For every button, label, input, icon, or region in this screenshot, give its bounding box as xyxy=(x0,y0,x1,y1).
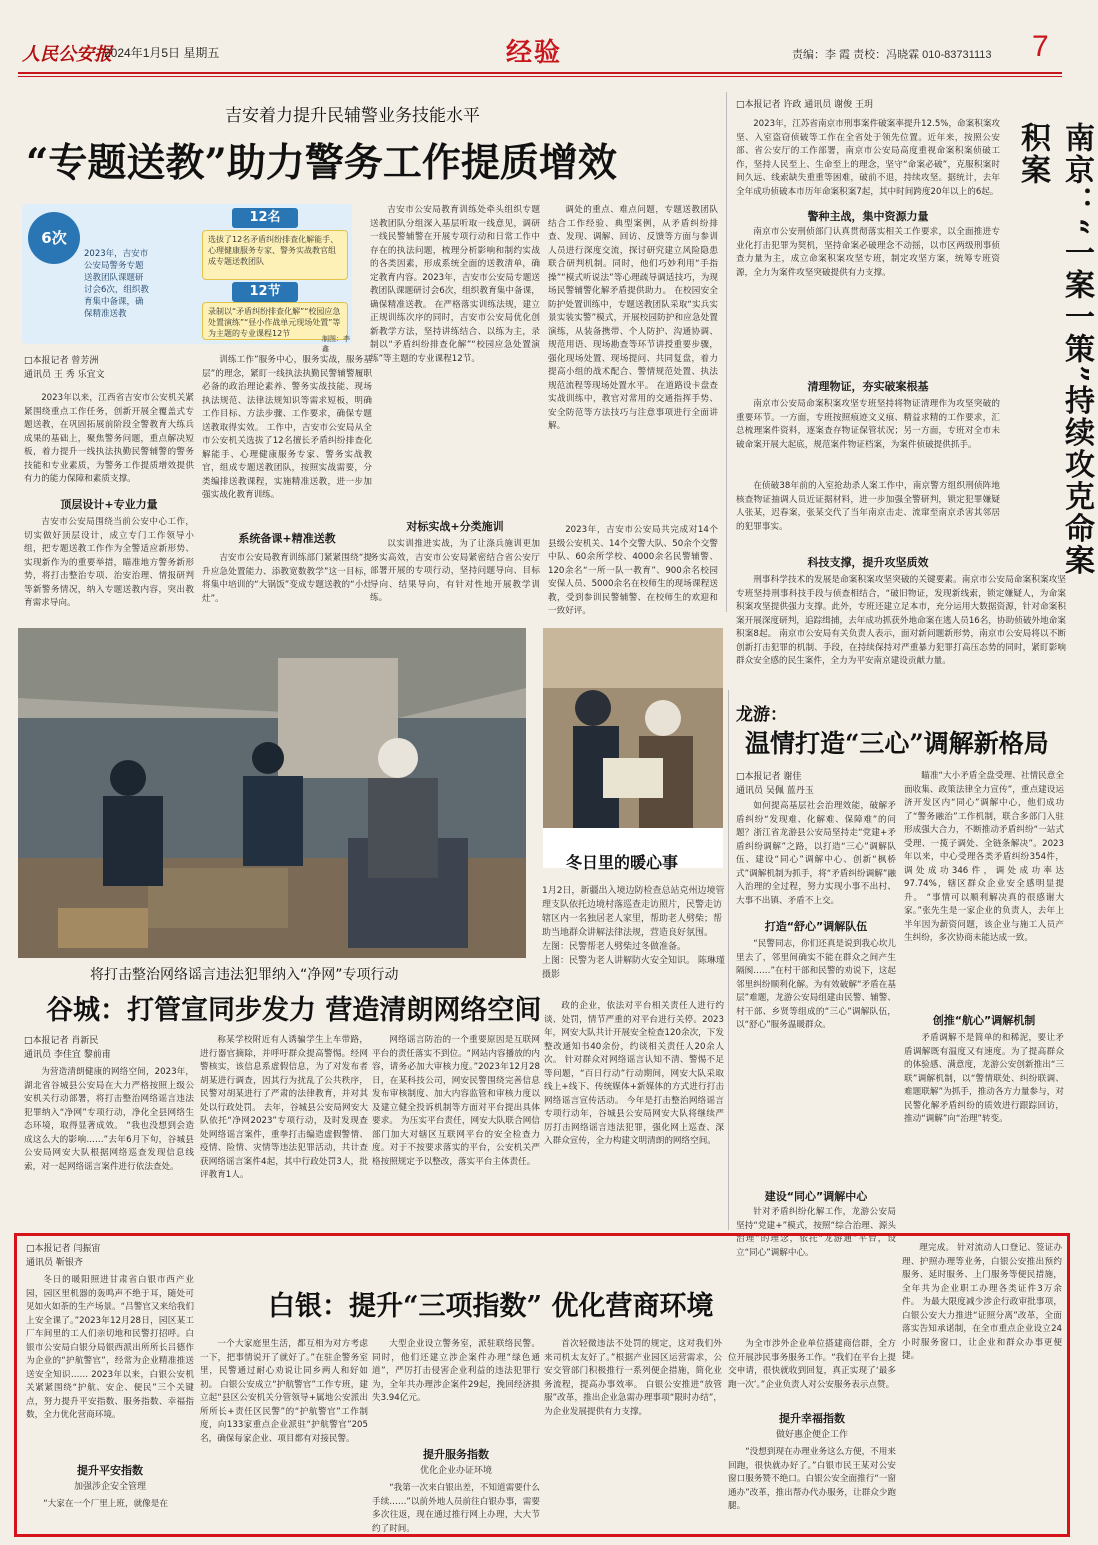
count-badge-12-people: 12名 xyxy=(232,208,298,228)
longyou-p2: “民警同志，你们还真是说到我心坎儿里去了，邻里间确实不能在群众之间产生隔阂……”在村干部和民警的劝说下，这起邻里纠纷顺利化解。为有效破解“矛盾在基层”难题，龙游公安局组建由民警、辅警、村干部、乡贤等组成的“三心”调解队伍，以“舒心”服务温暖群众。 xyxy=(736,939,896,1030)
gucheng-kicker: 将打击整治网络谣言违法犯罪纳入“净网”专项行动 xyxy=(90,967,399,983)
article1-col2b: 吉安市公安局教育训练部门紧紧围绕“提升应急处置能力、添教宽数教学”这一目标，将集中培训的“大锅饭”变成专题送教的“小灶灶”。 xyxy=(202,553,372,604)
baiyin-subhead-3-note: 做好惠企便企工作 xyxy=(775,1430,848,1440)
article1-col3: 吉安市公安局教育训练处牵头组织专题送教团队分组深入基层听取一线意见，调研一线民警辅警在开展专项行动和日常工作中存在的执法问题，梳理分析影响和制约实战的各类因素，形成系统全面的送教清单，确定教育内容。2023年，吉安市公安局专题送教团队课题研讨会6次，组织教育集中备课，确保精准送教。 在严格落实训练法规，建立正规训练次序的同时，吉安市公安局优化创新教学方法，坚持讲练结合、以练为主，录制以“矛盾纠纷排查化解”“校园应急处置演练”等主题的专业课程12节。 xyxy=(370,205,540,364)
infographic-summary: 2023年，吉安市公安局警务专题送教团队课题研讨会6次，组织教育集中备课，确保精准送教 xyxy=(84,249,149,319)
issue-date: 2024年1月5日 星期五 xyxy=(104,46,220,60)
article1-infographic xyxy=(22,204,352,353)
nanjing-p2: 南京市公安局命案积案攻坚专班坚持将物证清理作为攻坚突破的重要环节。一方面，专班按照痕迹文义痕、精益求精的工作要求，汇总梳理案件资料，逐案查存物证保管状况；另一方面，专班对全市未破命案开展大起底，规范案件物证档案，为案件侦破提供抓手。 xyxy=(736,399,1000,450)
gucheng-col3: 网络谣言防治的一个重要原因是互联网平台的责任落实不到位。“网站内容播放的内容，请务必加大审核力度。”2023年12月28日，在某科技公司，网安民警围绕完善信息发布审核制度、加大内容监管和审核力度以及建立健全投诉机制等方面对平台提出具体要求。 为压实平台责任，网安大队联合网信部门加大对辖区互联网平台的安全检查力度。对于不按要求落实的平台，公安机关严格按照规定予以整改，落实平台主体责任。 xyxy=(372,1035,540,1167)
baiyin-col1-end: “大家在一个厂里上班，就像是在 xyxy=(43,1499,168,1509)
article1-col2: 训练工作”服务中心，服务实战，服务基层”的理念，紧盯一线执法执勤民警辅警履职必备的政治理论素养、警务实战技能、现场执法规范、法律法规知识等需求短板，明确工作目标、方法步骤、工作要求，确保专题送教取得实效。 工作中，吉安市公安局从全市公安机关选拔了12名擅长矛盾纠纷排查化解能手、心理健康服务专家、警务实战教官，组成专题送教团队，按照实战需要，分类编排送教课程，实施精准送教，进一步加强实战化教育训练。 xyxy=(202,355,372,500)
column-divider xyxy=(726,92,727,612)
count-badge-12-courses: 12节 xyxy=(232,282,298,302)
article1-subhead-2: 系统备课+精准送教 xyxy=(238,532,336,545)
longyou-p1: 如何提高基层社会治理效能，破解矛盾纠纷“发现难、化解难、保障难”的问题？浙江省龙游县公安局坚持走“党建+矛盾纠纷调解”之路，以打造“三心”调解队伍、建设“同心”调解中心、创新“枫桥式”调解机制为抓手，将“矛盾纠纷调解”融入治理的全过程，努力实现小事不出村、大事不出镇、矛盾不上交。 xyxy=(736,801,896,906)
baiyin-col5: 为全市涉外企业单位搭建商信群，全方位开展涉民事务服务工作。“我们在平台上提交申请，很快就收到回复，真正实现了‘最多跑一次’。”企业负责人对公安服务表示点赞。 xyxy=(728,1339,896,1390)
photo-caption-title: 冬日里的暖心事 xyxy=(566,853,679,872)
photo-elderly-illustration xyxy=(543,628,723,828)
article1-col4: 调处的重点、难点问题，专题送教团队结合工作经验、典型案例，从矛盾纠纷排查、发现、调解、回访、反馈等方面与参训人员进行深度交流，探讨研究建立风险隐患联合研判机制。同时，他们巧妙利用“手指操”“模式听说法”等心理疏导调适技巧，为现场民警辅警化解矛盾提供助力。 在校园安全防护处置训练中，专题送教团队采取“实兵实景实装实警”模式，开展校园防护和应急处置演练，从装备携带、个人防护、沟通协调、规范用语、现场勘查等环节讲授重要步骤，强化现场处置、现场提问、共同复盘，着力提高小组的战术配合、警情规范处置、执法规范流程等现场处置水平。 在道路设卡盘查实战训练中，教官对常用的交通指挥手势、安全防范等方法技巧与注意事项进行全面讲解。 xyxy=(548,205,718,431)
baiyin-headline: 白银：提升“三项指数” 优化营商环境 xyxy=(268,1291,714,1322)
article1-subhead-1: 顶层设计+专业力量 xyxy=(60,498,158,511)
nanjing-subhead-2: 清理物证，夯实破案根基 xyxy=(807,380,929,393)
photo-caption-text: 1月2日，新疆出入境边防检查总站克州边境管理支队依托边境村落巡查走访照片，民警走访辖区内一名独居老人家里，帮助老人劈柴；帮助当地群众讲解法律法规，营造良好氛围。 左图：民警帮老人劈柴过冬做准备。 上图：民警为老人讲解防火安全知识。 陈琳瑾 摄影 xyxy=(542,886,725,980)
article1-headline: “专题送教”助力警务工作提质增效 xyxy=(26,140,617,186)
baiyin-subhead-1: 提升平安指数 xyxy=(77,1464,143,1477)
longyou-subhead-2: 建设“同心”调解中心 xyxy=(764,1190,868,1203)
gucheng-col1: 为营造清朗健康的网络空间，2023年，湖北省谷城县公安局在大力严格按照上级公安机关行动部署，将打击整治网络谣言违法犯罪纳入“净网”专项行动，净化全县网络生态环境，取得显著成效。 “我也没想到会造成这么大的影响……”去年6月下旬，谷城县公安局网安大队根据网络巡查发现信息线索，对一起网络谣言案件进行依法查处。 xyxy=(24,1067,194,1172)
nanjing-p3: 刑事科学技术的发展是命案积案攻坚突破的关键要素。南京市公安局命案积案攻坚专班坚持刑事科技手段与侦查相结合，“破旧物证，发现新线索，锁定嫌疑人，为命案积案攻坚提供强力支撑。此外，专班还建立足本市，充分运用大数据资源，针对命案积案开展深度研判，追踪缉捕，去年成功抓获外地命案在逃人员16名，协助侦破外地命案积案8起。 南京市公安局有关负责人表示，面对新问题新形势，南京市公安局将以不断创新打击犯罪的机制、手段，在持续保持对严重暴力犯罪打高压态势的同时，紧盯影响群众安全感的民生案件，全力为平安南京建设贡献力量。 xyxy=(736,575,1066,666)
gucheng-byline: □本报记者 肖新民 通讯员 李佳宜 黎前甫 xyxy=(24,1036,111,1060)
longyou-headline: 温情打造“三心”调解新格局 xyxy=(745,729,1049,758)
baiyin-subhead-1-note: 加强涉企安全管理 xyxy=(73,1482,146,1492)
article1-col1b: 吉安市公安局围绕当前公安中心工作，切实做好顶层设计，成立专门工作领导小组，把专题送教工作作为全警适应新形势、实现新作为的重要举措，瞄准地方警务新形势，将打击整治专项、治安治理、情报研判等新警务情况，纳入专题送教内容，突出教育需求导向。 xyxy=(24,517,194,608)
nanjing-vertical-title: 南京：“一案一策”持续攻克命案积案 xyxy=(1015,122,1094,577)
nanjing-p2b: 在侦破38年前的入室抢劫杀人案工作中，南京警方组织刑侦阵地核查物证抽调人员近证据材料，进一步加强全警研判，锁定犯罪嫌疑人张某，迟春案，张某交代了当年南京击走、流窜至南京杀害其邻居的犯罪事实。 xyxy=(736,481,1000,532)
photo-firewood xyxy=(18,628,526,958)
article1-byline: □本报记者 曾芳洲 通讯员 王 秀 乐宜文 xyxy=(24,356,105,380)
baiyin-col4: 首次轻微违法不处罚的规定，这对我们外来司机太友好了。”根据产业园区运营需求，公安交管部门积极推行一系列便企措施，简化业务流程，提高办事效率。 白银公安推进“放管服”改革，推出企业急需办理事项“限时办结”，为企业发展提供有力支撑。 xyxy=(544,1339,722,1417)
nanjing-p1: 南京市公安刑侦部门认真贯彻落实相关工作要求，以全面推进专业化打击犯罪为契机，坚持命案必破理念不动摇，以市区两级刑事侦查力量为主，成立命案积案攻坚专班，制定攻坚方案，统筹专班资源，全力为案件攻坚突破提供有力支撑。 xyxy=(736,227,1000,278)
masthead xyxy=(0,0,1080,86)
infographic-credit: 制图：李鑫 xyxy=(322,335,350,353)
baiyin-byline: □本报记者 闫振宙 通讯员 靳银齐 xyxy=(26,1244,101,1268)
longyou-subhead-3: 创推“航心”调解机制 xyxy=(932,1014,1036,1027)
nanjing-subhead-3: 科技支撑，提升攻坚质效 xyxy=(807,556,929,569)
baiyin-subhead-2: 提升服务指数 xyxy=(423,1448,489,1461)
baiyin-col1: 冬日的暖阳照进甘肃省白银市西产业园，园区里机器的轰鸣声不绝于耳，随处可见如火如荼的生产场景。“吕警官又来给我们上安全课了。”2023年12月28日，园区某工厂车间里的工人们亲切地和民警打招呼。白银市公安局白银分局银西派出所所长吕德作为企业的“护航警官”，经常为企业精准推送送安全知识…… 2023年以来，白银公安机关紧紧围绕“护航、安企、便民”三个关键点，努力提升平安指数、服务指数、幸福指数，全力优化营商环境。 xyxy=(26,1275,194,1420)
nanjing-subhead-1: 警种主战，集中资源力量 xyxy=(807,210,929,223)
baiyin-subhead-3: 提升幸福指数 xyxy=(779,1412,845,1425)
article1-col1: 2023年以来，江西省吉安市公安机关紧紧围绕重点工作任务，创新开展全覆盖式专题送教，在巩固拓展前阶段全警教育大练兵成果的基础上，聚焦警务问题，重点解决短板，着力提升一线执法执勤民警辅警的警务技能和专业素质，为警务工作提质增效提供有力的能力保障和素质支撑。 xyxy=(24,393,194,484)
photo-firewood-illustration xyxy=(18,628,526,958)
section-title: 经验 xyxy=(506,38,563,68)
baiyin-col5-end: “没想到现在办理业务这么方便，不用来回跑，很快就办好了。”白银市民王某对公安窗口服务赞不绝口。白银公安全面推行“一窗通办”改革，推出帮办代办服务，让群众少跑腿。 xyxy=(728,1447,896,1511)
infographic-card-team: 选拔了12名矛盾纠纷排查化解能手、心理健康服务专家、警务实战教官组成专题送教团队 xyxy=(202,230,348,280)
article1-col3b: 以实训推进实战，为了让涤兵施训更加务实高效，吉安市公安局紧密结合省公安厅部署开展的专项行动，坚持问题导向、目标导向、结果导向，有针对性地开展教学训练。 xyxy=(370,539,540,603)
infographic-card-courses: 录制以“矛盾纠纷排查化解”“校园应急处置演练”“昼小作战单元现场处置”等为主题的专业课程12节 xyxy=(202,302,348,340)
baiyin-col3-end: “我第一次来白银出差，不知道需要什么手续……”以前外地人员前往白银办事，需要多次往返，现在通过推行网上办理，大大节约了时间。 xyxy=(372,1483,540,1534)
page-number: 7 xyxy=(1032,30,1049,63)
editor-credits: 责编：李 霞 责校：冯晓霖 010-83731113 xyxy=(792,49,992,61)
gucheng-col4: 政的企业，依法对平台相关责任人进行约谈、处罚，情节严重的对平台进行关停。2023年，网安大队共计开展安全检查120余次，下发整改通知书40余份，约谈相关责任人20余人次。 针对群众对网络谣言认知不清、警惕不足等问题，“百日行动”行动期间，网安大队采取线上+线下、传统媒体+新媒体的方式进行打击网络谣言宣传活动。 今年是打击整治网络谣言专项行动年，谷城县公安局网安大队将继续严厉打击网络谣言违法犯罪，强化网上巡查、深入群众宣传，全力构建文明清朗的网络空间。 xyxy=(544,1001,724,1146)
baiyin-subhead-2-note: 优化企业办证环境 xyxy=(419,1466,492,1476)
baiyin-col3: 大型企业设立警务室，派驻联络民警。同时，他们还建立涉企案件办理“绿色通道”，严厉打击侵害企业利益的违法犯罪行为，全年共办理涉企案件29起，挽回经济损失3.94亿元。 xyxy=(372,1339,540,1403)
longyou-subhead-1: 打造“舒心”调解队伍 xyxy=(764,920,868,933)
nanjing-byline: □本报记者 许政 通讯员 谢俊 王玥 xyxy=(736,100,873,110)
nanjing-intro: 2023年，江苏省南京市刑事案件破案率提升12.5%，命案积案攻坚、入室盗窃侦破等工作在全省处于领先位置。近年来，按照公安部、省公安厅的工作部署，南京市公安局高度重视命案积案侦破工作，坚持人民至上、生命至上的理念，坚守“命案必破”，克服积案时间久远、线索缺失重重等困难，破前不退，持续攻坚。据统计，去年全年成功侦破本市历年命案积案7起，其中时间跨度20年以上的6起。 xyxy=(736,119,1001,197)
paper-name: 人民公安报 xyxy=(22,44,112,65)
gucheng-col2: 称某学校附近有人诱骗学生上车带路，进行器官摘除，并呼吁群众提高警惕。经网警核实，该信息系虚假信息，为了对发布者胡某进行调查，因其行为扰乱了公共秩序，民警对胡某进行了严肃的法律教育，并对其处以行政处罚。 去年，谷城县公安局网安大队依托“净网2023”专项行动，及时发现查处网络谣言案件，重拳打击编造虚假警情、疫情、险情、灾情等违法犯罪活动，共计查获网络谣言案件4起，其中行政处罚3人，批评教育1人。 xyxy=(200,1035,368,1180)
article1-col4-end: 2023年，吉安市公安局共完成对14个县级公安机关、14个交警大队、50余个交警中队、60余所学校、4000余名民警辅警、120余名“一所一队一教育”、900余名校园安保人员、5000余名在校师生的现场课程送教，受到参训民警辅警、在校师生的欢迎和一致好评。 xyxy=(548,525,718,616)
article1-subhead-3: 对标实战+分类施训 xyxy=(406,520,504,533)
count-badge-6: 6次 xyxy=(28,212,80,264)
longyou-p3: 针对矛盾纠纷化解工作，龙游公安局坚持“党建+”模式，按照“综合治理、源头治理”的理念，依托“龙游通”平台，设立“同心”调解中心。 xyxy=(736,1207,896,1258)
longyou-byline: □本报记者 谢佳 通讯员 吴佩 蓝丹玉 xyxy=(736,772,814,796)
longyou-kicker: 龙游： xyxy=(736,705,787,725)
column-divider-2 xyxy=(728,690,729,1230)
baiyin-col6: 理完成。 针对流动人口登记、签证办理、护照办理等业务，白银公安推出预约服务、延时服务、上门服务等便民措施，全年共为企业职工办理各类证件3万余件。 为最大限度减少涉企行政审批事项，白银公安大力推进“证照分离”改革，全面落实告知承诺制，在全市重点企业设立24小时服务窗口，让企业和群众办事更便捷。 xyxy=(902,1243,1062,1361)
masthead-rule-thin xyxy=(18,76,1062,77)
longyou-col-right2: 矛盾调解不是简单的和稀泥，要让矛盾调解既有温度又有速度。为了提高群众的体验感、满意度，龙游公安创新推出“三联”调解机制，以“警情联处、纠纷联调、难题联解”为抓手，推动各方力量参与，对民警化解矛盾纠纷的质效进行跟踪回访，推动“调解”向“治理”转变。 xyxy=(904,1033,1064,1124)
photo-elderly xyxy=(543,628,723,828)
masthead-rule xyxy=(18,72,1062,74)
baiyin-col2: 一个大家庭里生活，都互相为对方考虑一下，把事情说开了就好了。”在驻企警务室里，民警通过耐心劝说让同乡两人和好如初。 白银公安成立“护航警官”工作专班，建立起“县区公安机关分管领导+属地公安派出所所长+责任区民警”的“护航警官”工作制度，向133家重点企业派驻“护航警官”205名，确保每家企业、项目都有对接民警。 xyxy=(200,1339,368,1444)
longyou-col-right: 瞄准“大小矛盾全盘受理、社情民意全面收集、政策法律全力宣传”，重点建设运济开发区内“同心”调解中心，他们成功了“警务融治”工作机制，联合多部门入驻形成强大合力，不断推动矛盾纠纷“一站式受理、一揽子调处、全链条解决”。2023年以来，中心受理各类矛盾纠纷354件，调处成功346件，调处成功率达97.74%，辖区群众企业安全感明显提升。 “事情可以顺利解决真的很感谢大家。”张先生是一家企业的负责人，去年上半年因为薪资问题，该企业与施工人员产生纠纷，多次协商未能达成一致。 xyxy=(904,771,1064,943)
article1-kicker: 吉安着力提升民辅警业务技能水平 xyxy=(225,106,480,126)
gucheng-headline: 谷城：打管宣同步发力 营造清朗网络空间 xyxy=(46,995,542,1026)
